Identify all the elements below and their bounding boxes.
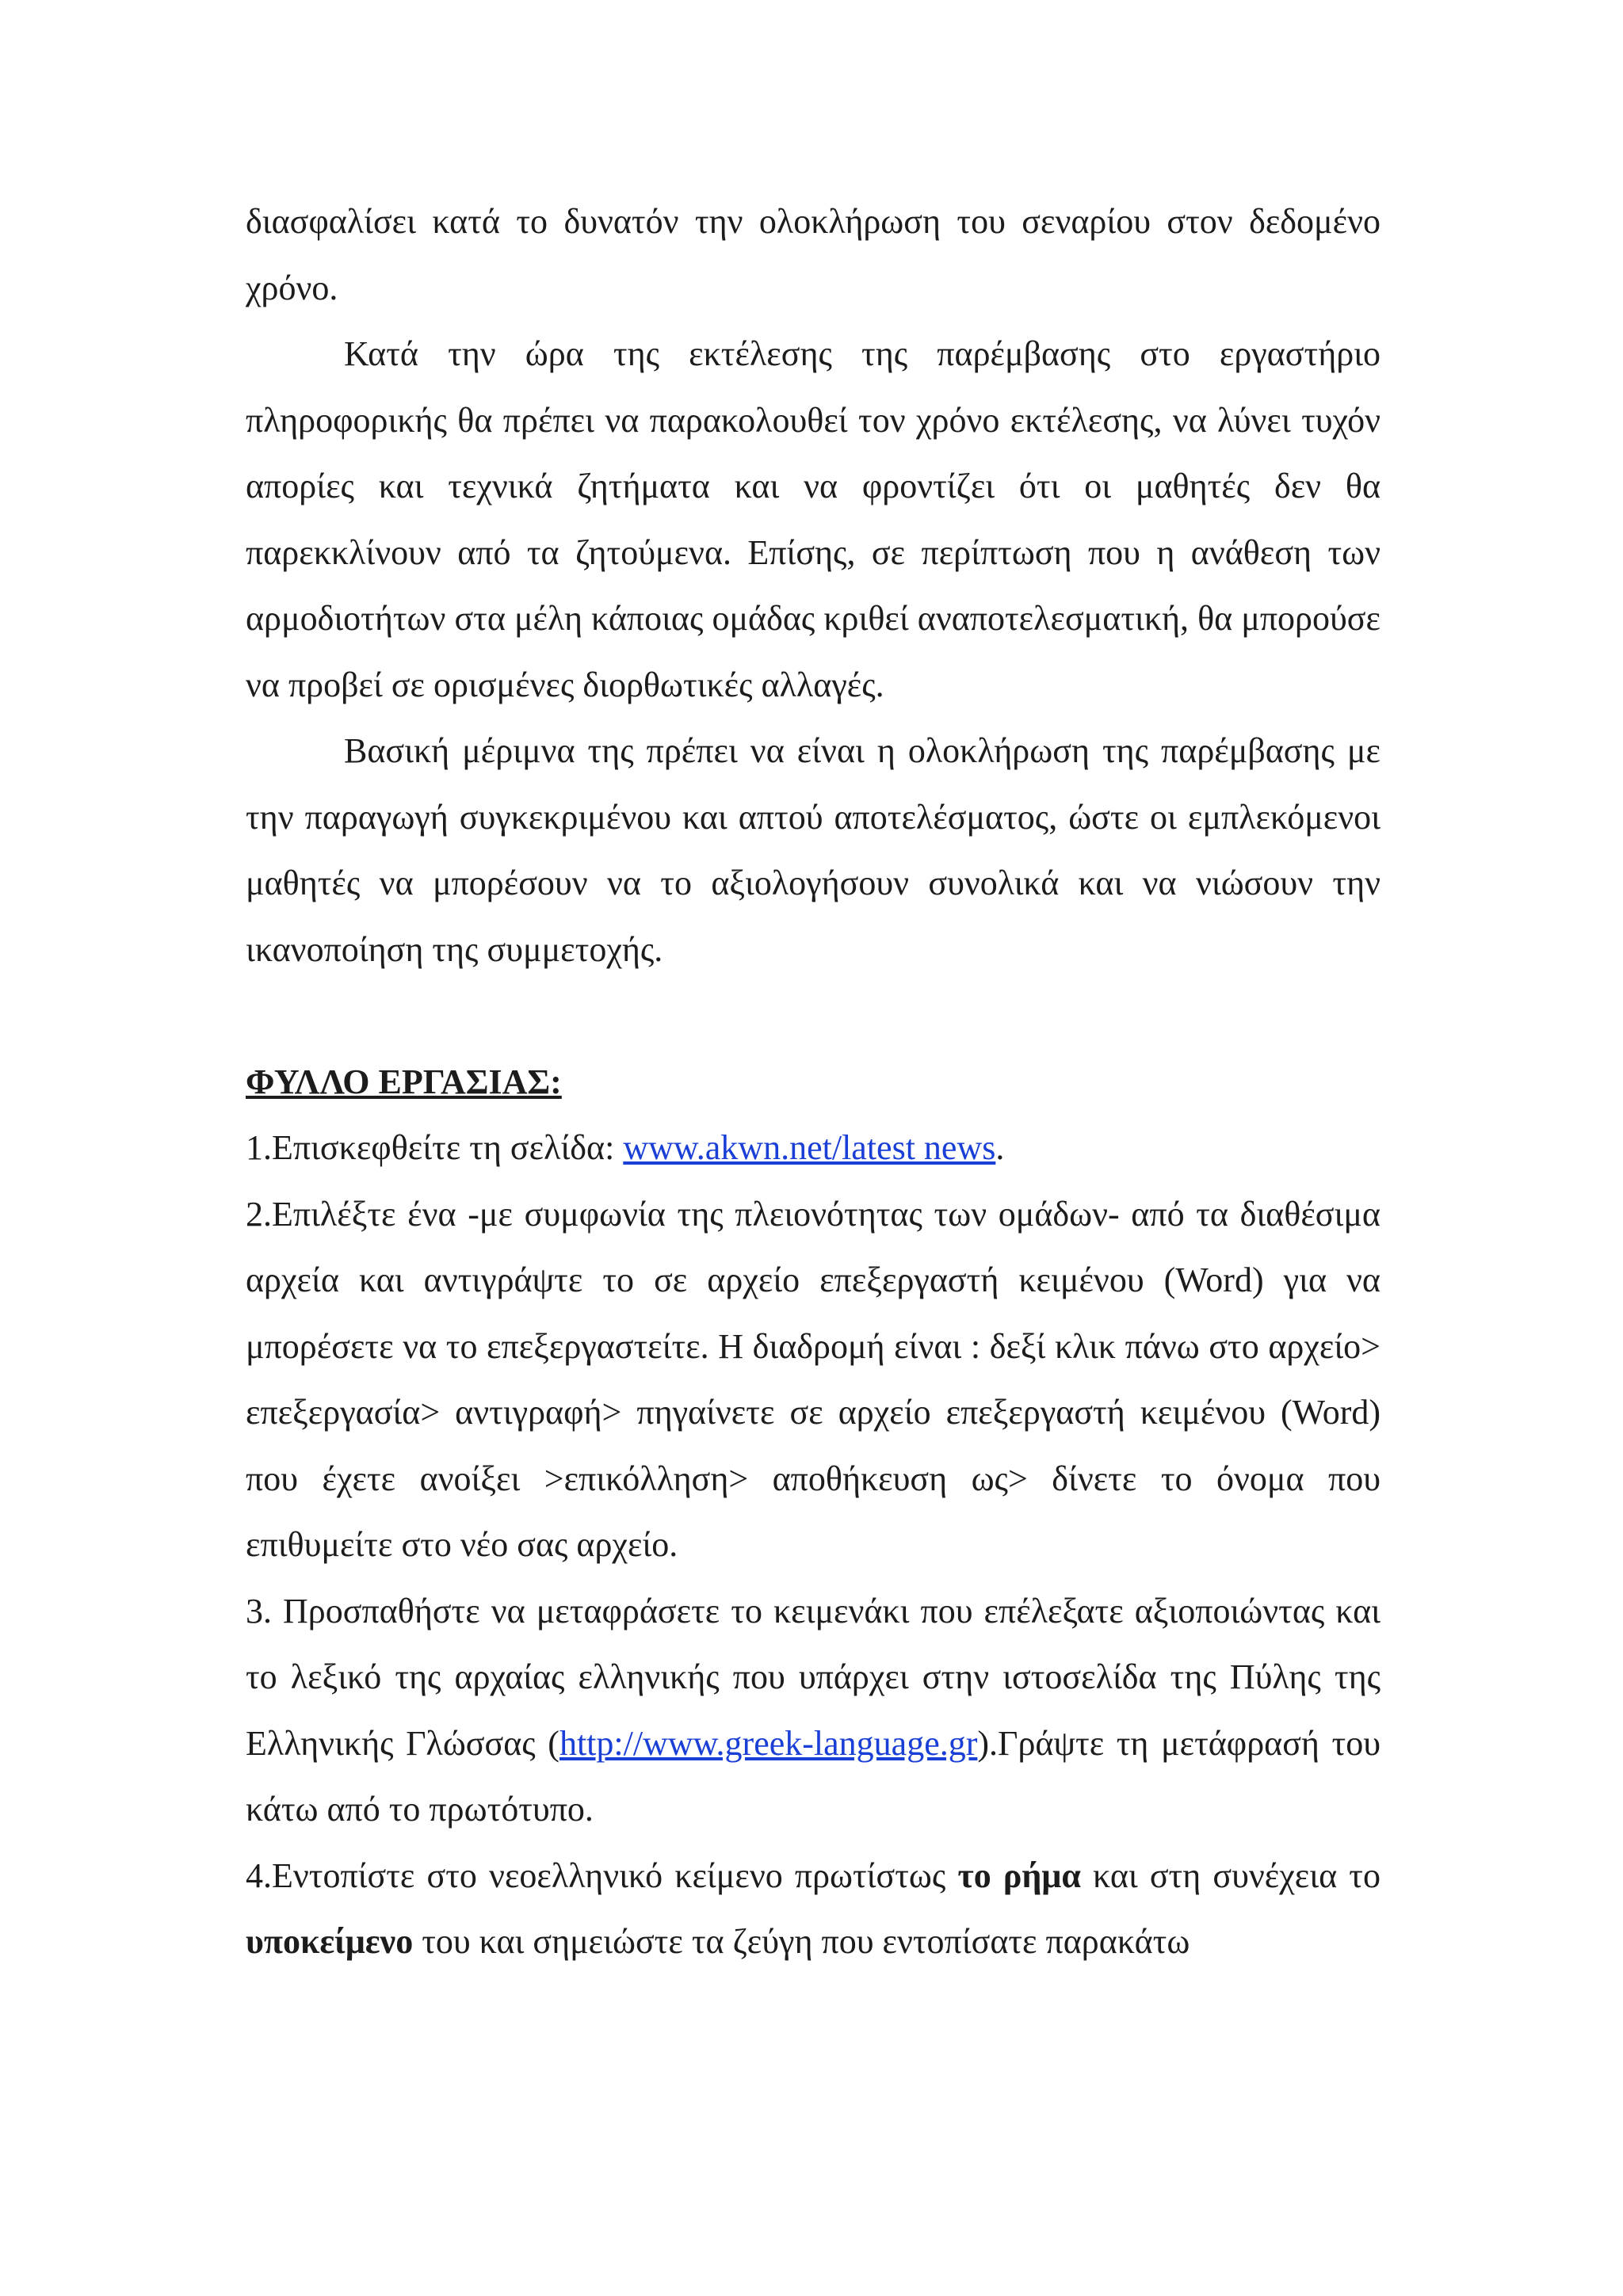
worksheet-item-4-part1: 4.Εντοπίστε στο νεοελληνικό κείμενο πρωτίστως [246,1855,958,1895]
worksheet-item-3-end: ).Γράψτε τη μετάφρασή του κάτω από το πρωτότυπο. [246,1723,1381,1829]
worksheet-item-1-text: 1.Επισκεφθείτε τη σελίδα: [246,1128,624,1167]
worksheet-item-1-end: . [995,1128,1005,1167]
paragraph-teacher-monitoring: Κατά την ώρα της εκτέλεσης της παρέμβασης στο εργαστήριο πληροφορικής θα πρέπει να παρακολουθεί τον χρόνο εκτέλεσης, να λύνει τυχόν απορίες και τεχνικά ζητήματα και να φροντίζει ότι οι μαθητές δεν θα παρεκκλίνουν από τα ζητούμενα. Επίσης, σε περίπτωση που η ανάθεση των αρμοδιοτήτων στα μέλη κάποιας ομάδας κριθεί αναποτελεσματική, θα μπορούσε να προβεί σε ορισμένες διορθωτικές αλλαγές. [246,334,1381,704]
akwn-link[interactable]: www.akwn.net/latest news [623,1128,996,1167]
emphasis-verb: το ρήμα [957,1855,1081,1895]
worksheet-item-4-part2: και στη συνέχεια το [1080,1855,1381,1895]
paragraph-main-concern: Βασική μέριμνα της πρέπει να είναι η ολοκλήρωση της παρέμβασης με την παραγωγή συγκεκριμένου και απτού αποτελέσματος, ώστε οι εμπλεκόμενοι μαθητές να μπορέσουν να το αξιολογήσουν συνολικά και να νιώσουν την ικανοποίηση της συμμετοχής. [246,731,1381,969]
worksheet-item-4 [246,1843,1381,1975]
greek-language-link[interactable]: http://www.greek-language.gr [559,1723,978,1763]
worksheet-item-3 [246,1578,1381,1843]
worksheet-item-3-text: 3. Προσπαθήστε να μεταφράσετε το κειμενάκι που επέλεξατε αξιοποιώντας και το λεξικό της αρχαίας ελληνικής που υπάρχει στην ιστοσελίδα της Πύλης της Ελληνικής Γλώσσας ( [246,1591,1381,1763]
worksheet-heading: ΦΥΛΛΟ ΕΡΓΑΣΙΑΣ: [246,1062,562,1101]
paragraph-intro: διασφαλίσει κατά το δυνατόν την ολοκλήρωση του σεναρίου στον δεδομένο χρόνο. [246,202,1381,307]
worksheet-item-2: 2.Επιλέξτε ένα -με συμφωνία της πλειονότητας των ομάδων- από τα διαθέσιμα αρχεία και αντιγράψτε το σε αρχείο επεξεργαστή κειμένου (Word) για να μπορέσετε να το επεξεργαστείτε. Η διαδρομή είναι : δεξί κλικ πάνω στο αρχείο> επεξεργασία> αντιγραφή> πηγαίνετε σε αρχείο επεξεργαστή κειμένου (Word) που έχετε ανοίξει >επικόλληση> αποθήκευση ως> δίνετε το όνομα που επιθυμείτε στο νέο σας αρχείο. [246,1194,1381,1564]
document-body [246,189,1381,1975]
worksheet-item-4-part3: του και σημειώστε τα ζεύγη που εντοπίσατε παρακάτω [413,1922,1190,1961]
emphasis-subject: υποκείμενο [246,1922,414,1961]
worksheet-item-1 [246,1115,1381,1181]
